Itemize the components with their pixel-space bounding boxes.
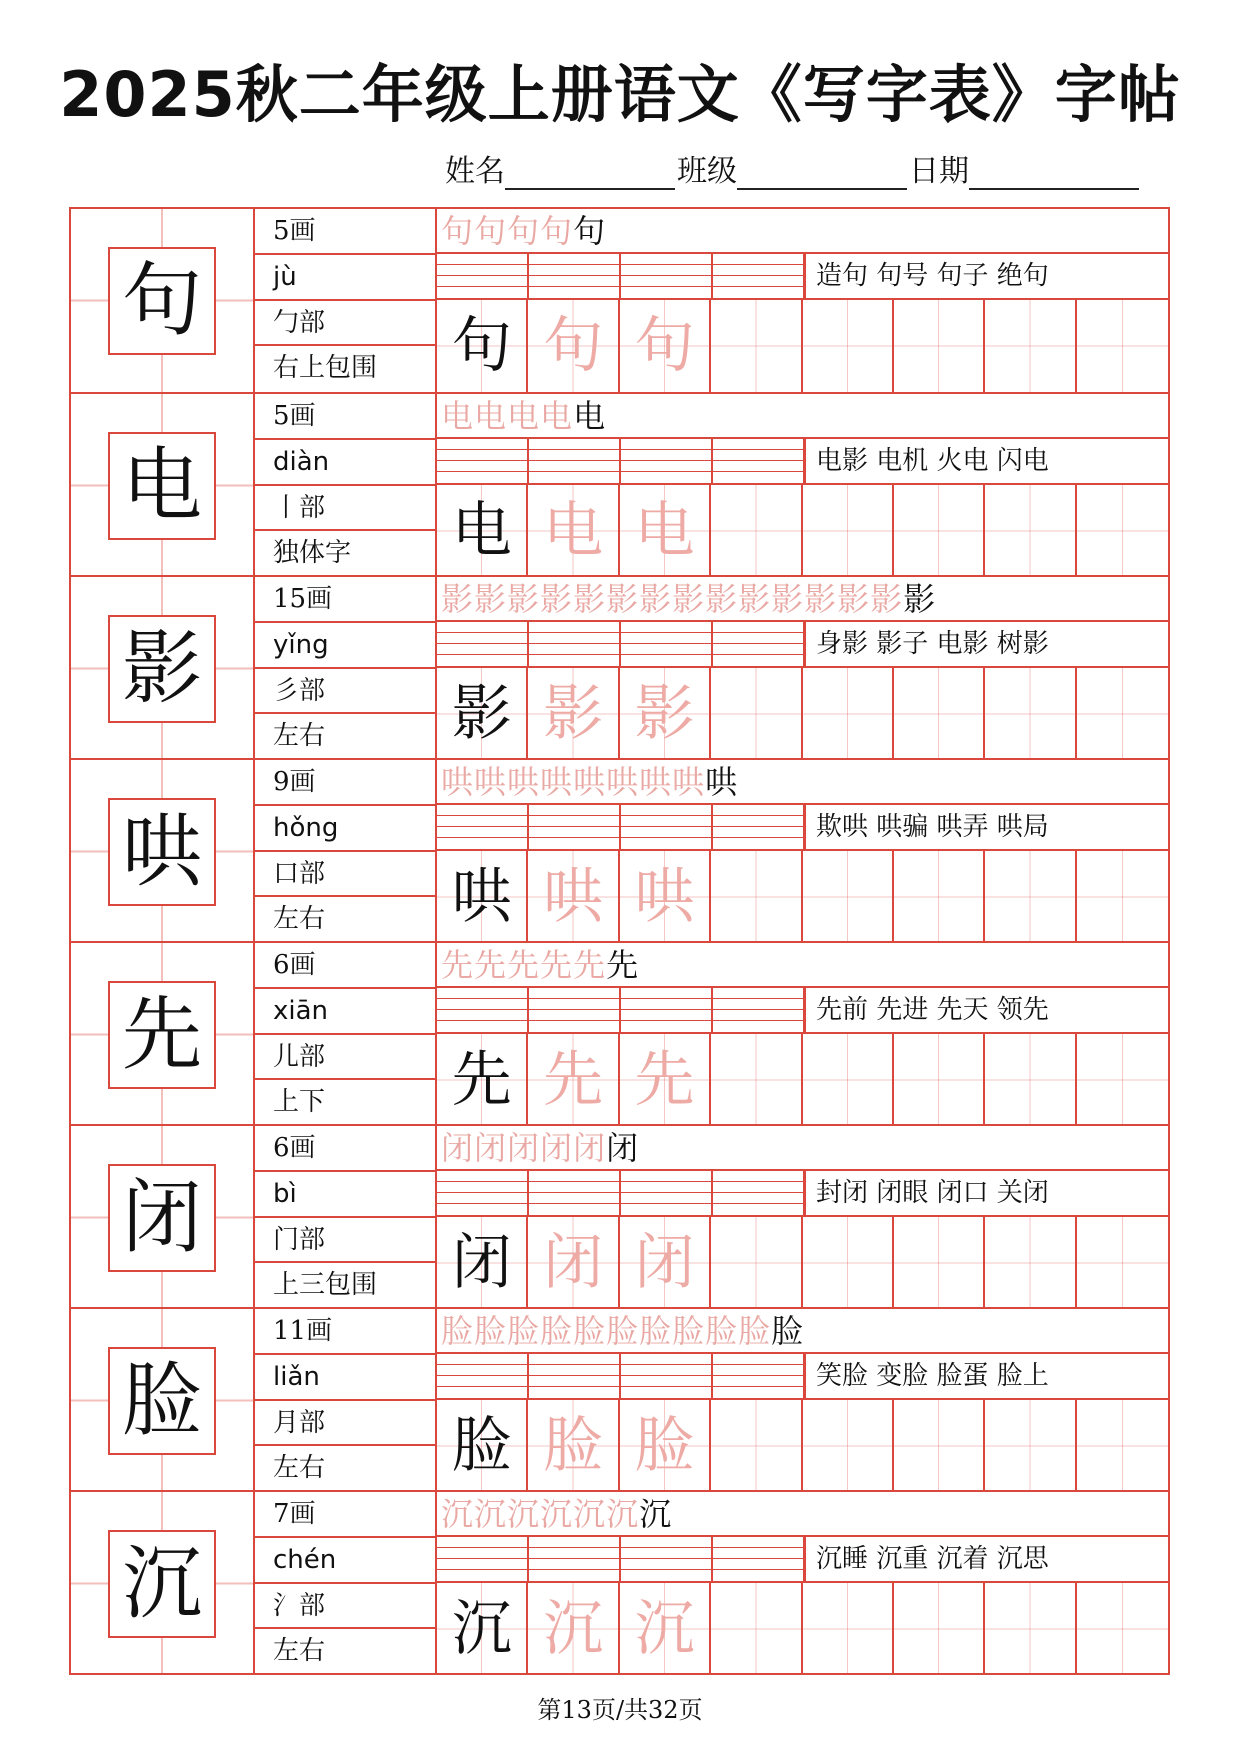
practice-cell[interactable]	[711, 1034, 802, 1126]
practice-cell[interactable]	[711, 851, 802, 943]
radical: 儿部	[255, 1035, 435, 1081]
stroke-step: 句	[474, 212, 508, 250]
practice-cell[interactable]	[1077, 668, 1168, 760]
main-char-cell	[71, 1126, 255, 1309]
practice-cell[interactable]	[894, 300, 985, 392]
character-row	[71, 758, 1168, 943]
practice-cell[interactable]	[985, 1583, 1076, 1675]
page-title: 2025秋二年级上册语文《写字表》字帖	[59, 58, 1181, 131]
word-examples: 电影 电机 火电 闪电	[804, 439, 1168, 485]
main-char: 闭	[122, 1171, 202, 1264]
main-char-box	[108, 615, 216, 723]
stroke-step: 沉	[639, 1495, 673, 1533]
stroke-step: 哄	[639, 763, 673, 801]
stroke-order	[437, 209, 1168, 254]
practice-cell[interactable]	[711, 300, 802, 392]
stroke-count: 15画	[255, 577, 435, 623]
pinyin: chén	[255, 1538, 435, 1584]
stroke-step: 脸	[441, 1312, 475, 1350]
pinyin-writing-lines[interactable]	[437, 1537, 804, 1583]
stroke-step: 影	[870, 580, 904, 618]
stroke-step: 脸	[639, 1312, 673, 1350]
practice-cell[interactable]	[894, 1034, 985, 1126]
practice-cell[interactable]	[1077, 300, 1168, 392]
stroke-step: 沉	[540, 1495, 574, 1533]
stroke-step: 先	[573, 946, 607, 984]
stroke-step: 闭	[606, 1129, 640, 1167]
radical: 氵部	[255, 1584, 435, 1630]
radical: 月部	[255, 1401, 435, 1447]
stroke-count: 6画	[255, 1126, 435, 1172]
character-row	[71, 1307, 1168, 1492]
character-row	[71, 1124, 1168, 1309]
stroke-step: 句	[573, 212, 607, 250]
stroke-step: 闭	[474, 1129, 508, 1167]
practice-cell[interactable]	[1077, 1583, 1168, 1675]
practice-cell[interactable]	[894, 1217, 985, 1309]
practice-cell[interactable]: 闭	[437, 1217, 528, 1309]
stroke-step: 影	[606, 580, 640, 618]
student-info	[445, 150, 1141, 190]
practice-cell[interactable]	[985, 851, 1076, 943]
pinyin: jù	[255, 255, 435, 301]
practice-cell[interactable]	[985, 1217, 1076, 1309]
stroke-step: 先	[474, 946, 508, 984]
pinyin-writing-lines[interactable]	[437, 988, 804, 1034]
practice-cell[interactable]: 影	[437, 668, 528, 760]
structure: 上三包围	[273, 1270, 378, 1301]
practice-cell[interactable]: 哄	[437, 851, 528, 943]
stroke-step: 先	[441, 946, 475, 984]
word-examples: 身影 影子 电影 树影	[804, 622, 1168, 668]
practice-cell[interactable]: 闭	[528, 1217, 619, 1309]
practice-cell[interactable]	[803, 485, 894, 577]
practice-cell[interactable]: 哄	[620, 851, 711, 943]
char-meta	[255, 943, 437, 1126]
practice-cell[interactable]	[985, 485, 1076, 577]
practice-cell[interactable]: 句	[528, 300, 619, 392]
stroke-step: 沉	[606, 1495, 640, 1533]
stroke-step: 影	[441, 580, 475, 618]
stroke-step: 脸	[606, 1312, 640, 1350]
practice-cell[interactable]: 电	[437, 485, 528, 577]
practice-cell[interactable]	[1077, 1400, 1168, 1492]
name-label: 姓名	[445, 154, 505, 189]
pinyin: diàn	[255, 440, 435, 486]
char-meta	[255, 209, 437, 392]
stroke-step: 影	[540, 580, 574, 618]
main-char-cell	[71, 1309, 255, 1492]
practice-grid	[437, 1583, 1168, 1675]
practice-grid	[437, 668, 1168, 760]
stroke-order	[437, 394, 1168, 439]
structure: 左右	[273, 1636, 326, 1667]
stroke-step: 脸	[738, 1312, 772, 1350]
stroke-step: 先	[540, 946, 574, 984]
stroke-step: 闭	[441, 1129, 475, 1167]
practice-cell[interactable]: 脸	[437, 1400, 528, 1492]
word-examples: 沉睡 沉重 沉着 沉思	[804, 1537, 1168, 1583]
structure: 左右	[273, 904, 326, 935]
date-blank	[969, 158, 1139, 190]
character-row	[71, 575, 1168, 760]
practice-cell[interactable]: 电	[528, 485, 619, 577]
stroke-step: 哄	[672, 763, 706, 801]
practice-cell[interactable]: 句	[437, 300, 528, 392]
main-char-box	[108, 432, 216, 540]
stroke-count: 11画	[255, 1309, 435, 1355]
stroke-step: 脸	[540, 1312, 574, 1350]
class-blank	[737, 158, 907, 190]
practice-cell[interactable]	[803, 300, 894, 392]
structure: 独体字	[273, 538, 352, 569]
stroke-step: 电	[474, 397, 508, 435]
pinyin: hǒng	[255, 806, 435, 852]
practice-cell[interactable]: 脸	[528, 1400, 619, 1492]
practice-cell[interactable]	[803, 1217, 894, 1309]
practice-cell[interactable]	[1077, 851, 1168, 943]
stroke-step: 脸	[507, 1312, 541, 1350]
practice-cell[interactable]: 沉	[528, 1583, 619, 1675]
practice-cell[interactable]	[711, 485, 802, 577]
practice-cell[interactable]	[1077, 1217, 1168, 1309]
stroke-step: 闭	[573, 1129, 607, 1167]
stroke-step: 先	[606, 946, 640, 984]
main-char-box	[108, 1164, 216, 1272]
pinyin-writing-lines[interactable]	[437, 622, 804, 668]
practice-cell[interactable]	[985, 300, 1076, 392]
main-char-cell	[71, 209, 255, 392]
stroke-count: 5画	[255, 394, 435, 440]
char-meta	[255, 760, 437, 943]
stroke-order	[437, 577, 1168, 622]
stroke-step: 哄	[606, 763, 640, 801]
main-char: 沉	[122, 1537, 202, 1630]
practice-cell[interactable]	[803, 1583, 894, 1675]
practice-cell[interactable]: 沉	[437, 1583, 528, 1675]
stroke-count: 7画	[255, 1492, 435, 1538]
stroke-step: 沉	[441, 1495, 475, 1533]
practice-cell[interactable]: 沉	[620, 1583, 711, 1675]
stroke-step: 脸	[771, 1312, 805, 1350]
main-char-cell	[71, 577, 255, 760]
stroke-step: 电	[540, 397, 574, 435]
main-char-cell	[71, 394, 255, 577]
main-char-cell	[71, 1492, 255, 1675]
main-char: 哄	[122, 805, 202, 898]
practice-cell[interactable]: 影	[620, 668, 711, 760]
stroke-step: 影	[507, 580, 541, 618]
stroke-count: 6画	[255, 943, 435, 989]
pinyin: yǐng	[255, 623, 435, 669]
structure: 上下	[273, 1087, 326, 1118]
stroke-order	[437, 1126, 1168, 1171]
practice-cell[interactable]	[894, 851, 985, 943]
char-meta	[255, 394, 437, 577]
word-examples: 欺哄 哄骗 哄弄 哄局	[804, 805, 1168, 851]
practice-cell[interactable]	[803, 668, 894, 760]
character-row	[71, 392, 1168, 577]
practice-cell[interactable]: 先	[437, 1034, 528, 1126]
stroke-step: 影	[738, 580, 772, 618]
class-label: 班级	[677, 154, 737, 189]
stroke-step: 闭	[507, 1129, 541, 1167]
practice-cell[interactable]	[711, 1400, 802, 1492]
stroke-step: 沉	[573, 1495, 607, 1533]
practice-cell[interactable]	[711, 1217, 802, 1309]
structure: 左右	[273, 721, 326, 752]
practice-cell[interactable]	[711, 1583, 802, 1675]
char-meta	[255, 577, 437, 760]
stroke-step: 句	[441, 212, 475, 250]
radical: 丨部	[255, 486, 435, 532]
stroke-step: 影	[705, 580, 739, 618]
practice-cell[interactable]	[1077, 485, 1168, 577]
practice-grid	[437, 300, 1168, 392]
page-footer: 第13页/共32页	[537, 1696, 703, 1724]
stroke-step: 影	[672, 580, 706, 618]
pinyin-writing-lines[interactable]	[437, 1354, 804, 1400]
stroke-step: 脸	[672, 1312, 706, 1350]
stroke-order	[437, 1309, 1168, 1354]
stroke-step: 影	[639, 580, 673, 618]
pinyin: xiān	[255, 989, 435, 1035]
stroke-order	[437, 943, 1168, 988]
pinyin-writing-lines[interactable]	[437, 254, 804, 300]
practice-grid	[437, 485, 1168, 577]
char-meta	[255, 1126, 437, 1309]
word-examples: 笑脸 变脸 脸蛋 脸上	[804, 1354, 1168, 1400]
practice-cell[interactable]: 哄	[528, 851, 619, 943]
practice-cell[interactable]: 先	[620, 1034, 711, 1126]
practice-cell[interactable]: 闭	[620, 1217, 711, 1309]
radical: 彡部	[255, 669, 435, 715]
practice-cell[interactable]	[803, 851, 894, 943]
pinyin-writing-lines[interactable]	[437, 805, 804, 851]
character-row	[71, 209, 1168, 392]
main-char: 脸	[122, 1354, 202, 1447]
practice-cell[interactable]	[894, 1400, 985, 1492]
stroke-step: 沉	[507, 1495, 541, 1533]
stroke-step: 电	[441, 397, 475, 435]
practice-grid	[437, 1400, 1168, 1492]
stroke-step: 脸	[573, 1312, 607, 1350]
stroke-step: 影	[771, 580, 805, 618]
stroke-step: 句	[540, 212, 574, 250]
radical: 勹部	[255, 301, 435, 347]
structure: 左右	[273, 1453, 326, 1484]
practice-cell[interactable]	[803, 1034, 894, 1126]
stroke-step: 影	[474, 580, 508, 618]
main-char-cell	[71, 943, 255, 1126]
name-blank	[505, 158, 675, 190]
stroke-step: 沉	[474, 1495, 508, 1533]
main-char: 句	[122, 254, 202, 347]
stroke-step: 哄	[705, 763, 739, 801]
stroke-step: 影	[804, 580, 838, 618]
practice-cell[interactable]: 电	[620, 485, 711, 577]
practice-cell[interactable]: 句	[620, 300, 711, 392]
main-char-box	[108, 798, 216, 906]
stroke-step: 哄	[474, 763, 508, 801]
practice-grid	[437, 1034, 1168, 1126]
char-meta	[255, 1309, 437, 1492]
main-char-cell	[71, 760, 255, 943]
stroke-step: 影	[903, 580, 937, 618]
character-row	[71, 941, 1168, 1126]
practice-cell[interactable]	[985, 1400, 1076, 1492]
word-examples: 封闭 闭眼 闭口 关闭	[804, 1171, 1168, 1217]
pinyin: bì	[255, 1172, 435, 1218]
stroke-order	[437, 760, 1168, 805]
stroke-count: 9画	[255, 760, 435, 806]
practice-cell[interactable]: 影	[528, 668, 619, 760]
pinyin-writing-lines[interactable]	[437, 439, 804, 485]
pinyin-writing-lines[interactable]	[437, 1171, 804, 1217]
word-examples: 先前 先进 先天 领先	[804, 988, 1168, 1034]
stroke-order	[437, 1492, 1168, 1537]
main-char-box	[108, 1347, 216, 1455]
stroke-step: 闭	[540, 1129, 574, 1167]
stroke-step: 脸	[705, 1312, 739, 1350]
char-meta	[255, 1492, 437, 1675]
practice-cell[interactable]	[711, 668, 802, 760]
practice-cell[interactable]	[985, 1034, 1076, 1126]
main-char: 影	[122, 622, 202, 715]
practice-cell[interactable]	[894, 1583, 985, 1675]
stroke-step: 电	[573, 397, 607, 435]
stroke-step: 哄	[507, 763, 541, 801]
date-label: 日期	[909, 154, 969, 189]
practice-cell[interactable]	[803, 1400, 894, 1492]
character-row	[71, 1490, 1168, 1675]
stroke-step: 哄	[573, 763, 607, 801]
stroke-step: 电	[507, 397, 541, 435]
main-char: 先	[122, 988, 202, 1081]
radical: 门部	[255, 1218, 435, 1264]
stroke-count: 5画	[255, 209, 435, 255]
practice-cell[interactable]	[894, 668, 985, 760]
stroke-step: 脸	[474, 1312, 508, 1350]
practice-cell[interactable]	[1077, 1034, 1168, 1126]
practice-cell[interactable]	[894, 485, 985, 577]
practice-grid	[437, 1217, 1168, 1309]
radical: 口部	[255, 852, 435, 898]
stroke-step: 哄	[540, 763, 574, 801]
stroke-step: 影	[837, 580, 871, 618]
practice-cell[interactable]: 先	[528, 1034, 619, 1126]
stroke-step: 先	[507, 946, 541, 984]
pinyin: liǎn	[255, 1355, 435, 1401]
main-char-box	[108, 247, 216, 355]
stroke-step: 影	[573, 580, 607, 618]
practice-cell[interactable]: 脸	[620, 1400, 711, 1492]
main-char-box	[108, 981, 216, 1089]
main-char: 电	[122, 439, 202, 532]
practice-grid	[437, 851, 1168, 943]
main-char-box	[108, 1530, 216, 1638]
stroke-step: 哄	[441, 763, 475, 801]
structure: 右上包围	[273, 353, 378, 384]
practice-cell[interactable]	[985, 668, 1076, 760]
practice-sheet	[69, 207, 1170, 1675]
word-examples: 造句 句号 句子 绝句	[804, 254, 1168, 300]
stroke-step: 句	[507, 212, 541, 250]
